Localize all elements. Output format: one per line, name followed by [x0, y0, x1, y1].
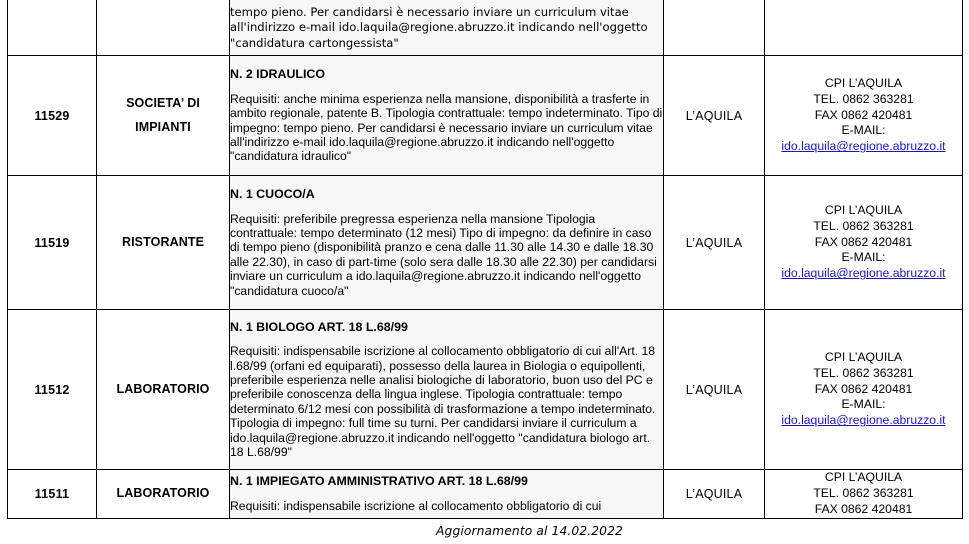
cell-id [8, 0, 97, 56]
job-title: N. 1 IMPIEGATO AMMINISTRATIVO ART. 18 L.68/99 [230, 474, 528, 489]
job-vacancy-table [7, 0, 963, 519]
table-row [8, 56, 963, 176]
cpi-email-label: E-MAIL: [841, 397, 886, 412]
cpi-name: CPI L’AQUILA [824, 470, 903, 485]
cell-company [97, 0, 230, 56]
cpi-email-label: E-MAIL: [841, 250, 886, 265]
cell-description [230, 176, 664, 310]
job-description-text: Requisiti: indispensabile iscrizione al collocamento obbligatorio di cui all'Art. 18 l.68/99 (orfani ed equiparati), possesso della laurea in Biologia o equipollenti, preferibile esperienza nelle analisi biologiche di laboratorio, buon uso del PC e preferibile conoscenza della lingua inglese. Tipologia contrattuale: tempo determinato 6/12 mesi con possibilità di trasformazione a tempo indeterminato. Tipologia di impegno: full time su turni. Per candidarsi inviare il curriculum a ido.laquila@regione.abruzzo.it indicando nell'oggetto "candidatura biologo art. 18 L.68/99" [230, 344, 656, 459]
cell-city: L’AQUILA [664, 56, 765, 176]
cell-description [230, 310, 664, 470]
table-row [8, 470, 963, 519]
cell-cpi-contact [765, 56, 963, 176]
cpi-fax: FAX 0862 420481 [814, 234, 913, 249]
job-title: N. 1 BIOLOGO ART. 18 L.68/99 [230, 319, 408, 334]
cell-description [230, 470, 664, 519]
cell-id: 11512 [8, 310, 97, 470]
cpi-tel: TEL. 0862 363281 [813, 218, 914, 233]
table-row [8, 176, 963, 310]
cpi-fax: FAX 0862 420481 [814, 381, 913, 396]
cell-id: 11519 [8, 176, 97, 310]
cpi-name: CPI L’AQUILA [824, 75, 903, 90]
company-line-2: IMPIANTI [135, 119, 191, 134]
cpi-fax: FAX 0862 420481 [814, 501, 913, 516]
company-line-1: SOCIETA’ DI [126, 96, 200, 111]
job-title: N. 2 IDRAULICO [230, 67, 325, 82]
job-description-text: tempo pieno. Per candidarsi è necessario inviare un curriculum vitae all'indirizzo e-mail ido.laquila@regione.abruzzo.it indicando nell'oggetto "candidatura cartongessista" [230, 5, 648, 50]
job-description-text: Requisiti: anche minima esperienza nella mansione, disponibilità a trasferte in ambito regionale, patente B. Tipologia contrattuale: tempo indeterminato. Tipo di impegno: tempo pieno. Per candidarsi è necessario inviare un curriculum vitae all'indirizzo e-mail ido.laquila@regione.abruzzo.it indicando nell'oggetto "candidatura idraulico" [230, 91, 663, 164]
footer-update-note: Aggiornamento al 14.02.2022 [436, 524, 623, 538]
cpi-email-link[interactable]: ido.laquila@regione.abruzzo.it [781, 139, 946, 154]
cell-cpi-contact [765, 176, 963, 310]
cpi-email-link[interactable]: ido.laquila@regione.abruzzo.it [781, 413, 946, 428]
cell-company: LABORATORIO [97, 470, 230, 519]
cell-id: 11529 [8, 56, 97, 176]
cell-company: LABORATORIO [97, 310, 230, 470]
cell-id: 11511 [8, 470, 97, 519]
cell-company: RISTORANTE [97, 176, 230, 310]
job-title: N. 1 CUOCO/A [230, 187, 315, 202]
cpi-name: CPI L’AQUILA [824, 349, 903, 364]
cell-description [230, 56, 664, 176]
cell-city: L’AQUILA [664, 470, 765, 519]
cpi-tel: TEL. 0862 363281 [813, 365, 914, 380]
job-description-text: Requisiti: indispensabile iscrizione al collocamento obbligatorio di cui [230, 499, 602, 514]
cell-city: L’AQUILA [664, 310, 765, 470]
cell-city: L’AQUILA [664, 176, 765, 310]
cell-company [97, 56, 230, 176]
cell-cpi-contact [765, 0, 963, 56]
cell-city [664, 0, 765, 56]
cell-description [230, 0, 664, 56]
table-row [8, 0, 963, 56]
cpi-tel: TEL. 0862 363281 [813, 91, 914, 106]
cpi-fax: FAX 0862 420481 [814, 107, 913, 122]
cell-cpi-contact [765, 470, 963, 519]
cell-cpi-contact [765, 310, 963, 470]
cpi-email-label: E-MAIL: [841, 123, 886, 138]
cpi-tel: TEL. 0862 363281 [813, 486, 914, 501]
cpi-name: CPI L’AQUILA [824, 202, 903, 217]
table-row [8, 310, 963, 470]
job-description-text: Requisiti: preferibile pregressa esperienza nella mansione Tipologia contrattuale: tempo determinato (12 mesi) Tipo di impegno: da definire in caso di tempo pieno (disponibilità pranzo e cena dalle 11.30 alle 14.30 e dalle 18.30 alle 22.30), in caso di part-time (solo sera dalle 18.30 alle 22.30) per candidarsi inviare un curriculum a ido.laquila@regione.abruzzo.it indicando nell'oggetto "candidatura cuoco/a" [230, 211, 657, 298]
cpi-email-link[interactable]: ido.laquila@regione.abruzzo.it [781, 266, 946, 281]
